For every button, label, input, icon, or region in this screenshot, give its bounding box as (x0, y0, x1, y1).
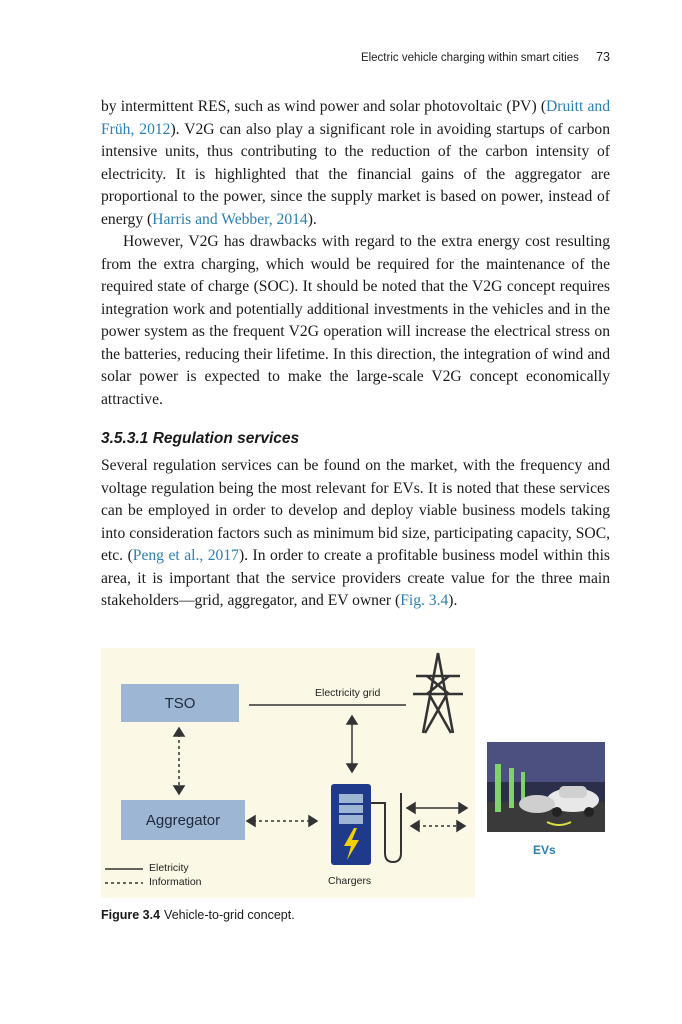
v2g-figure (101, 648, 475, 898)
page-number: 73 (596, 50, 610, 64)
legend-information-label: Information (149, 876, 202, 888)
paragraph-2: However, V2G has drawbacks with regard to the extra energy cost resulting from the extra charging, which would be required for the maintenance of the required state of charge (SOC). It should be noted that the V2G concept requires integration work and potentially additional investments in the vehicles and in the power system as the frequent V2G operation will increase the electrical stress on the batteries, reducing their lifetime. In this direction, the integration of wind and solar power is expected to make the large-scale V2G concept economically attractive. (101, 233, 610, 408)
legend-electricity-label: Eletricity (149, 862, 189, 874)
chargers-label: Chargers (328, 875, 372, 887)
transmission-tower-icon (413, 653, 463, 733)
paragraph-1-text-b: ). V2G can also play a significant role in avoiding startups of carbon intensive units, thus contributing to the reduction of the carbon intensity of electricity. It is highlighted that the financial gains of the aggregator are proportional to the power, since the supply market is based on power, instead of energy ( (101, 120, 610, 228)
citation-peng[interactable]: Peng et al., 2017 (132, 547, 239, 564)
evs-label: EVs (533, 843, 556, 857)
caption-number: Figure 3.4 (101, 908, 161, 922)
figure-caption (101, 908, 295, 922)
tso-aggregator-arrow (174, 728, 184, 794)
charger-ev-information-arrow (411, 821, 465, 831)
ev-charging-photo (487, 742, 605, 832)
body-text (101, 96, 610, 411)
charger-icon (331, 784, 401, 865)
section-text-a: Several regulation services can be found on the market, with the frequency and voltage regulation being the most relevant for EVs. It is noted that these services can be employed in order to develop and deploy viable business models taking into consideration factors such as minimum bid size, participating capacity, SOC, etc. ( (101, 457, 610, 564)
tso-box: TSO (121, 684, 239, 722)
citation-harris-webber[interactable]: Harris and Webber, 2014 (152, 210, 308, 228)
grid-label: Electricity grid (315, 687, 381, 699)
section-text-b: ). In order to create a profitable business model within this area, it is important that the service providers create value for the three main stakeholders—grid, aggregator, and EV owner ( (101, 547, 610, 609)
running-head (361, 50, 610, 64)
paragraph-1-text-c: ). (307, 210, 317, 228)
section-paragraph (101, 455, 610, 613)
charger-ev-electricity-arrow (407, 803, 467, 813)
paragraph-1 (101, 96, 610, 231)
aggregator-charger-arrow (247, 816, 317, 826)
aggregator-box: Aggregator (121, 800, 245, 840)
paragraph-1-text-a: by intermittent RES, such as wind power and solar photovoltaic (PV) ( (101, 98, 547, 115)
figure-reference-link[interactable]: Fig. 3.4 (400, 592, 449, 609)
running-head-title: Electric vehicle charging within smart cities (360, 52, 579, 64)
caption-text: Vehicle-to-grid concept. (164, 908, 295, 922)
section-text-c: ). (448, 592, 458, 609)
citation-druitt-fruh[interactable]: Druitt and Früh, 2012 (101, 98, 610, 138)
grid-charger-arrow (347, 716, 357, 772)
section-heading: 3.5.3.1 Regulation services (101, 430, 300, 447)
